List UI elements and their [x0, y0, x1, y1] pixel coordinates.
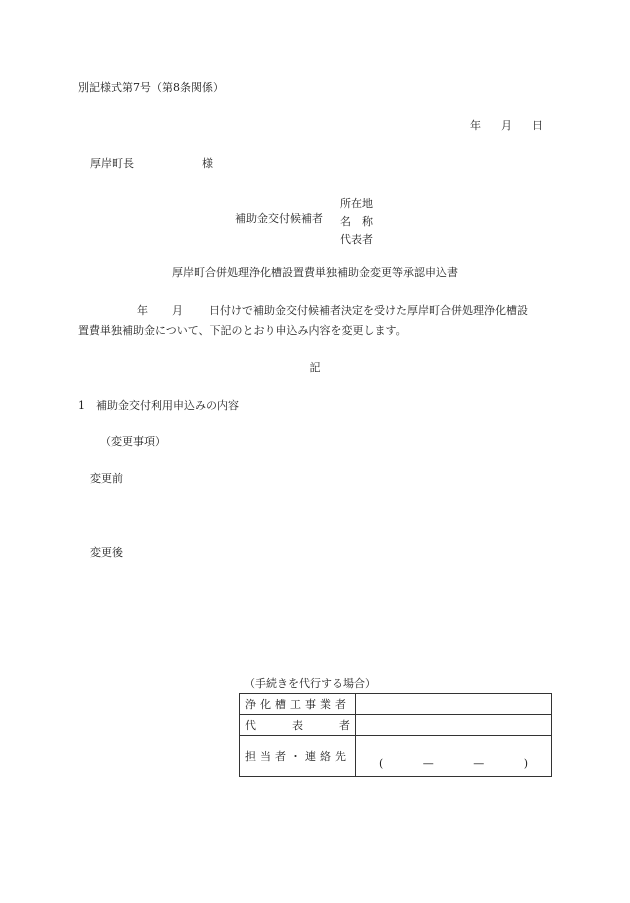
date-line [470, 120, 543, 131]
agent-row-representative [240, 715, 552, 736]
agent-table [239, 693, 552, 777]
phone-template [361, 758, 546, 769]
representative-label [240, 715, 356, 736]
section-1-title: 補助金交付利用申込みの内容 [96, 399, 239, 412]
rep-char-1: 代 [245, 718, 256, 732]
body-month: 月 [172, 304, 183, 317]
body-line-2: 置費単独補助金について、下記のとおり申込み内容を変更します。 [78, 324, 407, 337]
changes-label: （変更事項） [100, 435, 166, 448]
form-number: 別記様式第7号（第8条関係） [78, 81, 224, 94]
ki-heading: 記 [309, 361, 321, 374]
applicant-field-address: 所在地 [340, 197, 373, 210]
date-year: 年 [470, 119, 481, 132]
phone-close-paren: ) [523, 756, 528, 770]
phone-dash-2: — [473, 756, 485, 770]
section-1-number: 1 [78, 399, 85, 412]
addressee-name: 厚岸町長 [90, 157, 134, 170]
contractor-value [356, 694, 552, 715]
phone-open-paren: ( [379, 756, 384, 770]
body-year: 年 [137, 304, 148, 317]
applicant-label: 補助金交付候補者 [235, 212, 323, 225]
representative-value [356, 715, 552, 736]
agent-caption: （手続きを代行する場合） [244, 677, 376, 690]
section-1-heading [78, 400, 239, 411]
contact-value [356, 736, 552, 777]
addressee-honorific: 様 [202, 157, 213, 170]
body-line1-text: 日付けで補助金交付候補者決定を受けた厚岸町合併処理浄化槽設 [209, 304, 528, 317]
rep-char-3: 者 [339, 718, 350, 732]
applicant-fields [340, 195, 373, 249]
applicant-field-representative: 代表者 [340, 233, 373, 246]
applicant-field-name: 名 称 [340, 215, 373, 228]
after-label: 変更後 [90, 546, 123, 559]
date-month: 月 [501, 119, 512, 132]
before-label: 変更前 [90, 472, 123, 485]
agent-row-contact [240, 736, 552, 777]
contractor-label: 浄化槽工事業者 [240, 694, 356, 715]
agent-row-contractor [240, 694, 552, 715]
contact-label: 担当者・連絡先 [240, 736, 356, 777]
rep-char-2: 表 [292, 718, 303, 732]
date-day: 日 [532, 119, 543, 132]
document-title: 厚岸町合併処理浄化槽設置費単独補助金変更等承認申込書 [172, 266, 458, 279]
body-line-1 [137, 305, 528, 316]
phone-dash-1: — [422, 756, 434, 770]
addressee [90, 158, 213, 169]
